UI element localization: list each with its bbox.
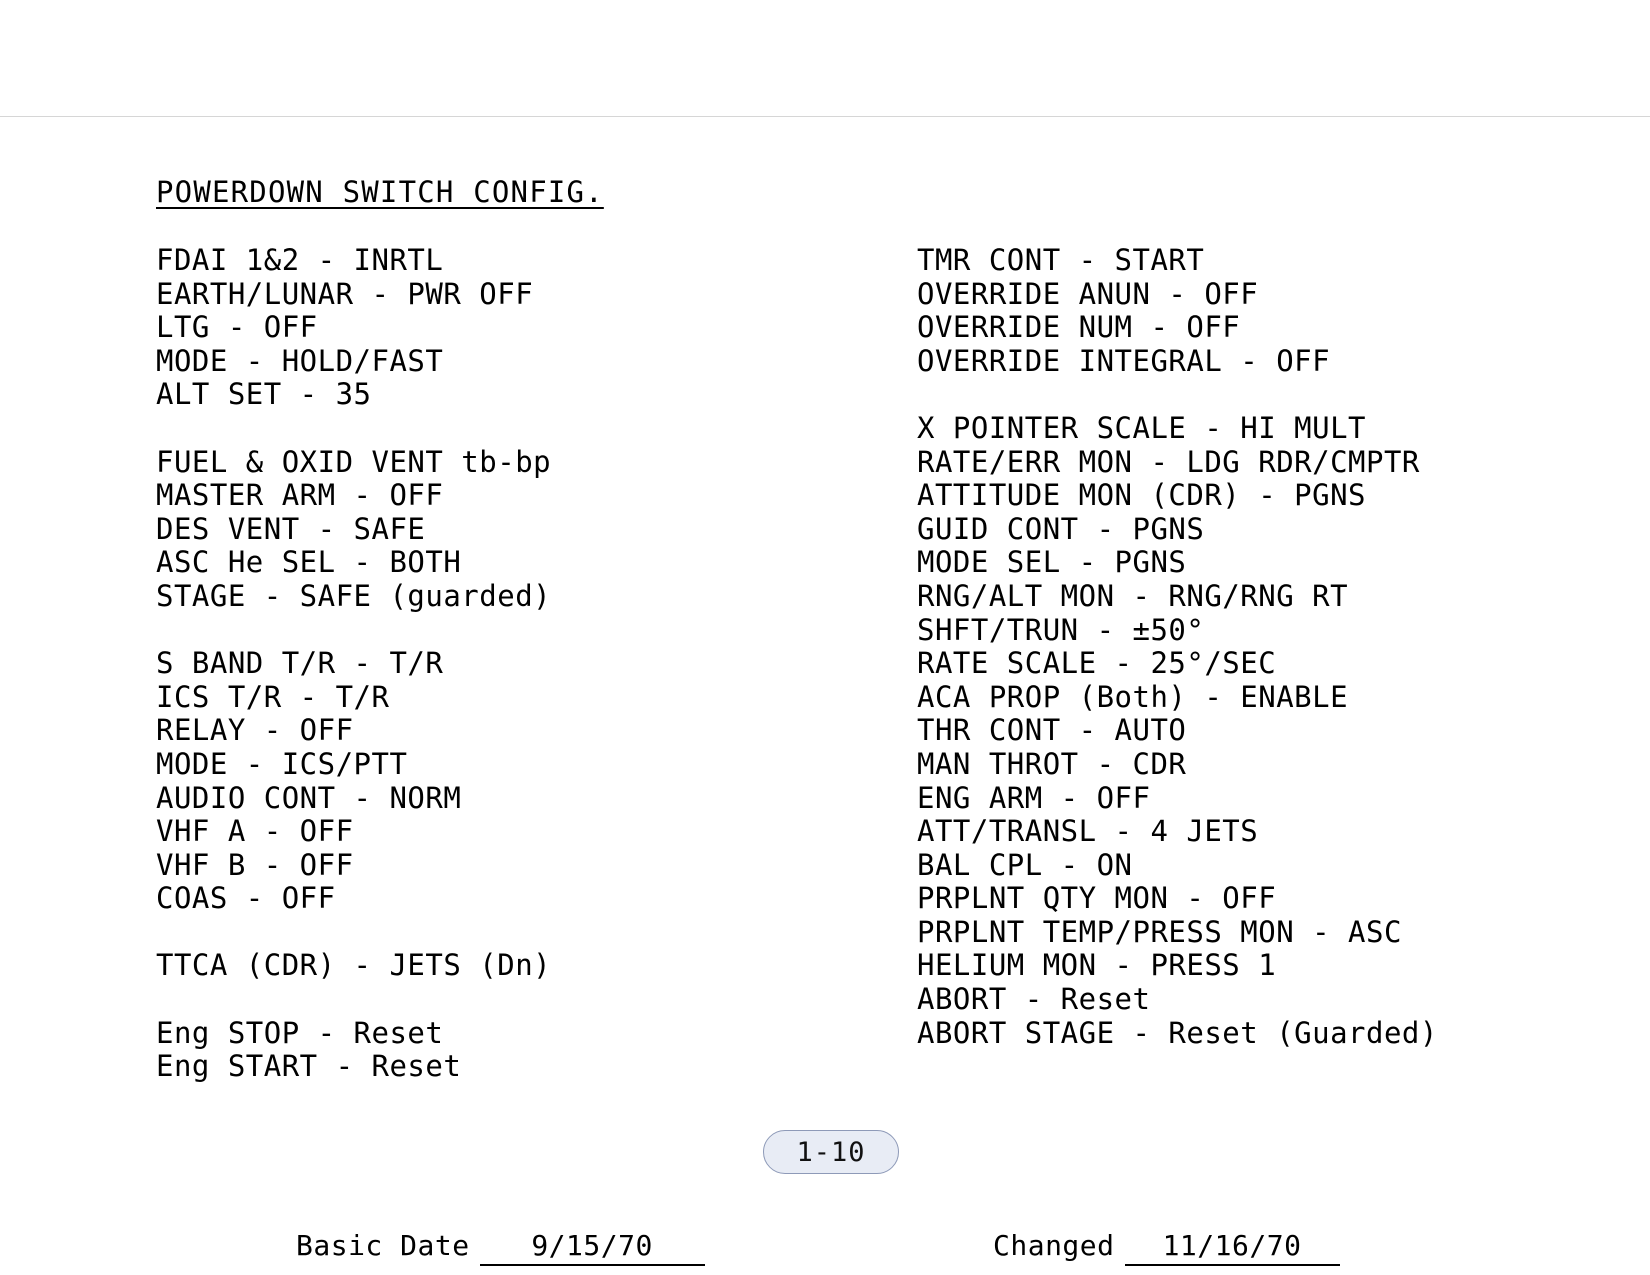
config-line: ACA PROP (Both) - ENABLE [917, 679, 1349, 714]
config-line: RNG/ALT MON - RNG/RNG RT [917, 578, 1349, 613]
config-line: GUID CONT - PGNS [917, 511, 1205, 546]
config-line: Eng STOP - Reset [156, 1015, 444, 1050]
config-line: THR CONT - AUTO [917, 713, 1187, 748]
config-line: COAS - OFF [156, 881, 336, 916]
config-line: VHF A - OFF [156, 814, 354, 849]
config-line: PRPLNT QTY MON - OFF [917, 881, 1277, 916]
config-line: SHFT/TRUN - ±50° [917, 612, 1205, 647]
config-line: ICS T/R - T/R [156, 679, 390, 714]
page-footer [0, 1229, 1650, 1275]
footer-changed-value: 11/16/70 [1125, 1229, 1340, 1266]
footer-changed-date [993, 1229, 1340, 1266]
config-line: ENG ARM - OFF [917, 780, 1151, 815]
viewer-top-band [0, 0, 1650, 117]
spacer-line [156, 916, 551, 950]
right-column-list [917, 244, 1438, 1050]
config-line: FUEL & OXID VENT tb-bp [156, 444, 552, 479]
config-line: S BAND T/R - T/R [156, 646, 444, 681]
config-line: ATTITUDE MON (CDR) - PGNS [917, 478, 1366, 513]
spacer-line [917, 378, 1438, 412]
config-line: ABORT STAGE - Reset (Guarded) [917, 1015, 1438, 1050]
config-line: STAGE - SAFE (guarded) [156, 578, 552, 613]
config-line: PRPLNT TEMP/PRESS MON - ASC [917, 914, 1402, 949]
footer-basic-date-value: 9/15/70 [480, 1229, 705, 1266]
config-line: MAN THROT - CDR [917, 746, 1187, 781]
spacer-line [156, 614, 551, 648]
page-title: POWERDOWN SWITCH CONFIG. [156, 175, 604, 209]
config-line: DES VENT - SAFE [156, 511, 426, 546]
config-line: OVERRIDE NUM - OFF [917, 310, 1241, 345]
config-line: ATT/TRANSL - 4 JETS [917, 814, 1259, 849]
left-column-list [156, 244, 551, 1084]
config-line: RATE/ERR MON - LDG RDR/CMPTR [917, 444, 1420, 479]
footer-basic-date-label: Basic Date [296, 1229, 470, 1262]
spacer-line [156, 983, 551, 1017]
config-line: TMR CONT - START [917, 243, 1205, 277]
config-line: MODE - ICS/PTT [156, 746, 408, 781]
config-line: X POINTER SCALE - HI MULT [917, 410, 1366, 445]
footer-basic-date [296, 1229, 705, 1266]
config-line: VHF B - OFF [156, 847, 354, 882]
config-line: ABORT - Reset [917, 982, 1151, 1017]
config-line: AUDIO CONT - NORM [156, 780, 462, 815]
config-line: ALT SET - 35 [156, 377, 372, 412]
spacer-line [156, 412, 551, 446]
config-line: OVERRIDE INTEGRAL - OFF [917, 343, 1331, 378]
config-line: HELIUM MON - PRESS 1 [917, 948, 1277, 983]
config-line: MODE - HOLD/FAST [156, 343, 444, 378]
config-line: ASC He SEL - BOTH [156, 545, 462, 580]
config-line: RELAY - OFF [156, 713, 354, 748]
config-line: EARTH/LUNAR - PWR OFF [156, 276, 534, 311]
config-line: TTCA (CDR) - JETS (Dn) [156, 948, 552, 983]
config-line: BAL CPL - ON [917, 847, 1133, 882]
config-line: RATE SCALE - 25°/SEC [917, 646, 1277, 681]
footer-changed-label: Changed [993, 1229, 1115, 1262]
config-line: LTG - OFF [156, 310, 318, 345]
config-line: OVERRIDE ANUN - OFF [917, 276, 1259, 311]
document-page [0, 117, 1650, 1275]
config-line: Eng START - Reset [156, 1049, 462, 1084]
config-line: FDAI 1&2 - INRTL [156, 243, 444, 277]
page-number-badge[interactable]: 1-10 [763, 1130, 899, 1174]
config-line: MODE SEL - PGNS [917, 545, 1187, 580]
config-line: MASTER ARM - OFF [156, 478, 444, 513]
